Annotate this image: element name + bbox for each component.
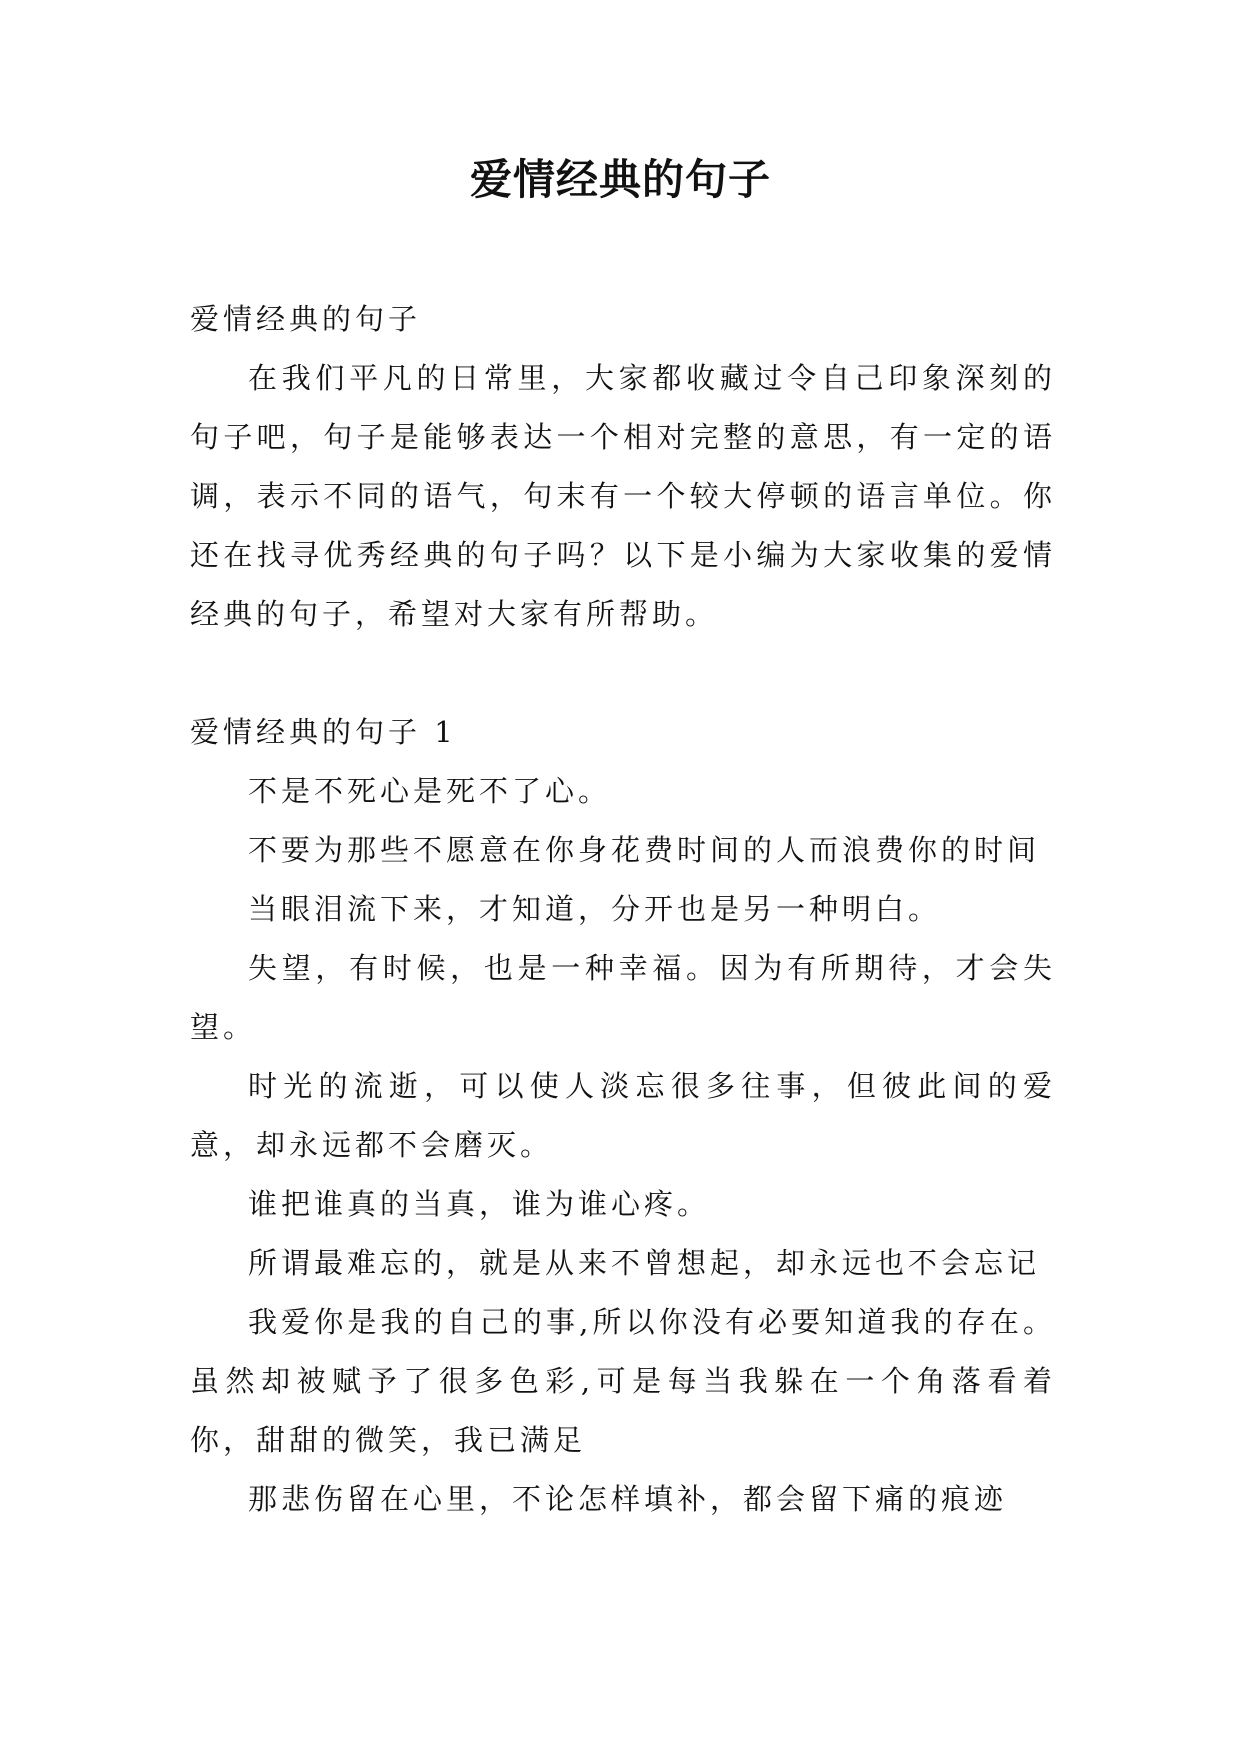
sentence-1: 不是不死心是死不了心。 <box>248 774 612 808</box>
document-body <box>190 290 1056 1529</box>
sentence-8: 我爱你是我的自己的事,所以你没有必要知道我的存在。虽然却被赋予了很多色彩,可是每当我躲在一个角落看着你，甜甜的微笑，我已满足 <box>190 1305 1056 1457</box>
sentence-5: 时光的流逝，可以使人淡忘很多往事，但彼此间的爱意，却永远都不会磨灭。 <box>190 1069 1056 1162</box>
paragraph-spacer <box>190 644 1056 703</box>
sentence-7: 所谓最难忘的，就是从来不曾想起，却永远也不会忘记 <box>248 1246 1041 1280</box>
sentence-3: 当眼泪流下来，才知道，分开也是另一种明白。 <box>248 892 942 926</box>
intro-paragraph: 在我们平凡的日常里，大家都收藏过令自己印象深刻的句子吧，句子是能够表达一个相对完整的意思，有一定的语调，表示不同的语气，句末有一个较大停顿的语言单位。你还在找寻优秀经典的句子吗？以下是小编为大家收集的爱情经典的句子，希望对大家有所帮助。 <box>190 361 1056 631</box>
section-heading: 爱情经典的句子 1 <box>190 715 457 749</box>
document-title: 爱情经典的句子 <box>469 155 771 204</box>
sentence-6: 谁把谁真的当真，谁为谁心疼。 <box>248 1187 711 1221</box>
sentence-9: 那悲伤留在心里，不论怎样填补，都会留下痛的痕迹 <box>248 1482 1008 1516</box>
sentence-2: 不要为那些不愿意在你身花费时间的人而浪费你的时间 <box>248 833 1041 867</box>
intro-heading: 爱情经典的句子 <box>190 302 422 336</box>
sentence-4: 失望，有时候，也是一种幸福。因为有所期待，才会失望。 <box>190 951 1056 1044</box>
